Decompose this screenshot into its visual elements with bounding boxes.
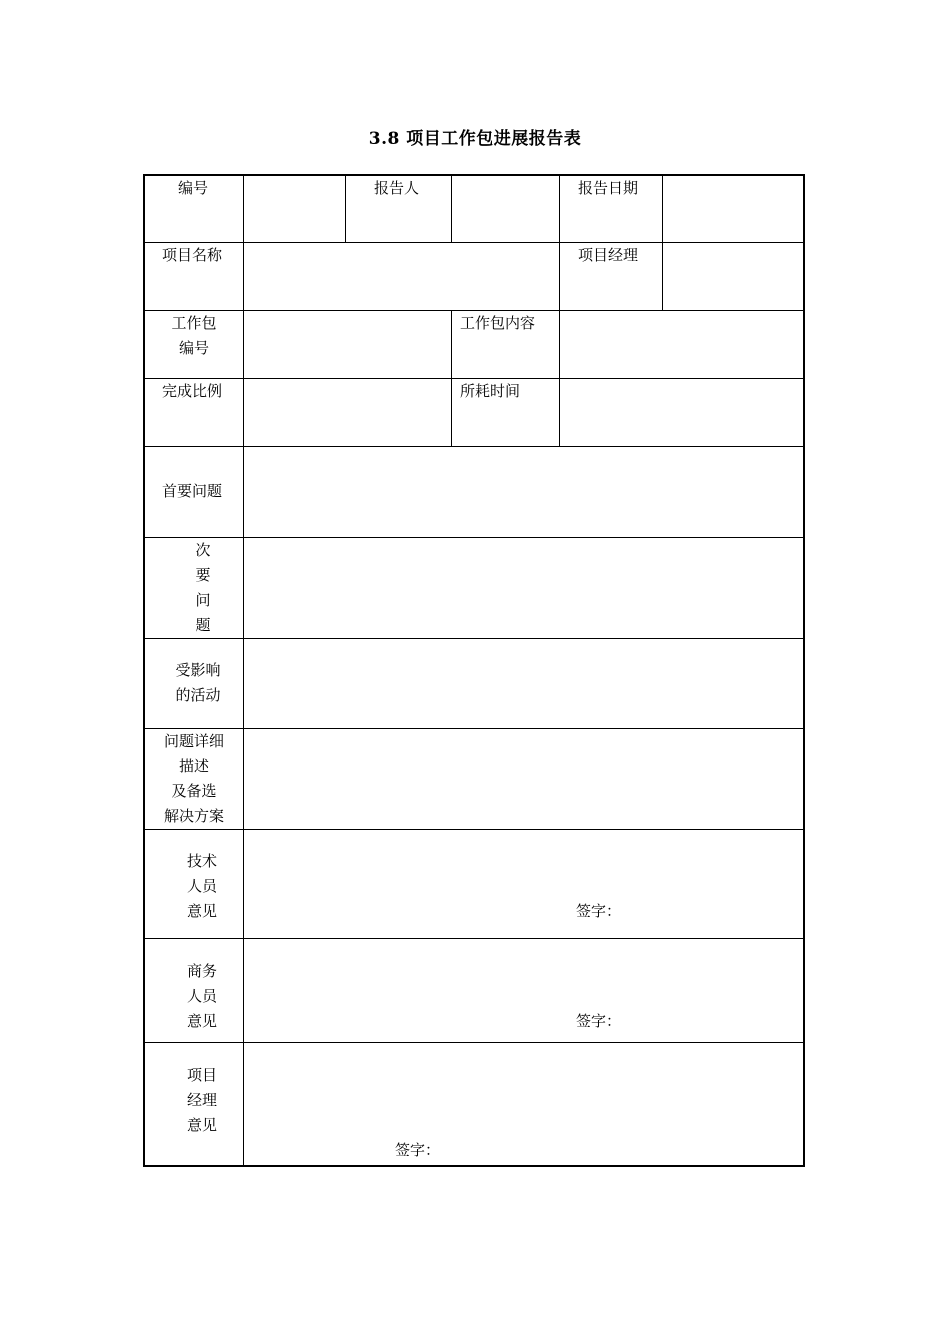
issue-detail-label: 问题详细 描述 及备选 解决方案 [163,732,224,825]
time-spent-label: 所耗时间 [460,382,521,400]
reporter-label: 报告人 [374,179,420,197]
primary-issue-field[interactable] [245,448,802,536]
column-divider [451,310,452,378]
pm-opinion-field[interactable] [245,1044,802,1164]
completion-ratio-field[interactable] [245,380,450,445]
project-manager-field[interactable] [664,244,802,309]
column-divider [451,176,452,242]
column-divider [451,378,452,446]
column-divider [662,242,663,310]
work-package-content-field[interactable] [561,312,802,377]
pm-signature-label: 签字： [395,1141,441,1159]
primary-issue-label: 首要问题 [162,482,223,500]
affected-activities-field[interactable] [245,640,802,727]
project-manager-label: 项目经理 [578,246,639,264]
id-label: 编号 [178,179,209,197]
column-divider [559,378,560,446]
time-spent-field[interactable] [561,380,802,445]
page-title: 3.8 项目工作包进展报告表 [368,129,582,149]
column-divider [559,242,560,310]
column-divider [559,310,560,378]
column-divider [662,176,663,242]
project-name-field[interactable] [245,244,558,309]
column-divider [243,176,244,1165]
work-package-content-label: 工作包内容 [460,314,536,332]
business-signature-label: 签字： [576,1012,622,1030]
id-field[interactable] [245,177,344,241]
work-package-id-field[interactable] [245,312,450,377]
report-date-field[interactable] [664,177,802,241]
affected-activities-label: 受影响 的活动 [175,661,221,704]
secondary-issue-field[interactable] [245,539,802,637]
business-opinion-field[interactable] [245,940,802,1041]
secondary-issue-label: 次 要 问 题 [195,541,211,634]
work-package-id-label: 工作包 编号 [171,314,217,357]
tech-opinion-field[interactable] [245,831,802,937]
tech-signature-label: 签字： [576,902,622,920]
reporter-field[interactable] [453,177,558,241]
project-name-label: 项目名称 [162,246,223,264]
pm-opinion-label: 项目 经理 意见 [186,1066,217,1134]
report-date-label: 报告日期 [578,179,639,197]
completion-ratio-label: 完成比例 [162,382,223,400]
column-divider [345,176,346,242]
tech-opinion-label: 技术 人员 意见 [186,852,217,920]
issue-detail-field[interactable] [245,730,802,828]
column-divider [559,176,560,242]
business-opinion-label: 商务 人员 意见 [186,962,217,1030]
